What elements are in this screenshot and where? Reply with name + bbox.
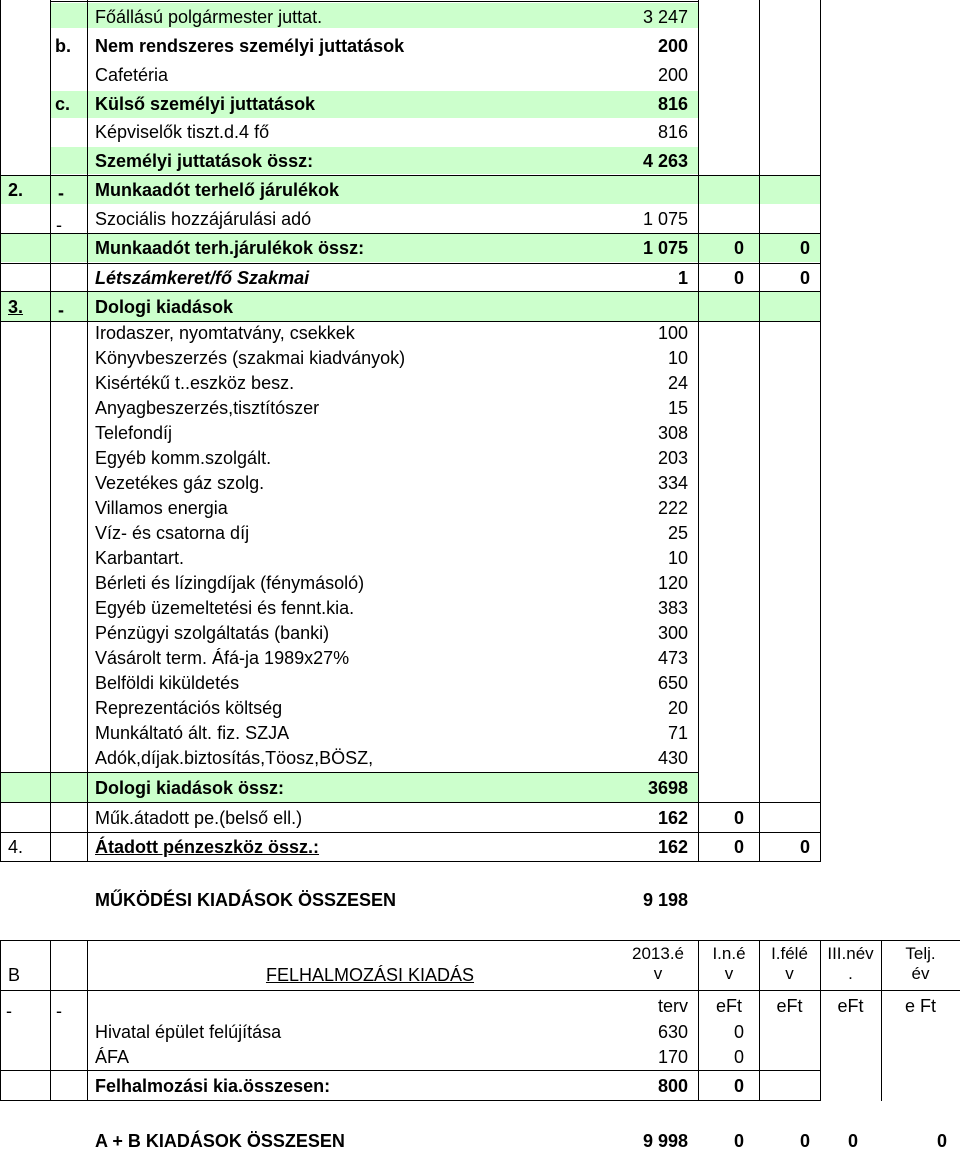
dash-marker: - bbox=[56, 215, 62, 235]
capex-value: 630 bbox=[657, 1022, 688, 1042]
item-value: 200 bbox=[657, 65, 688, 85]
grid-line bbox=[0, 940, 960, 941]
dash-marker: - bbox=[58, 183, 64, 203]
transfer-label: Műk.átadott pe.(belső ell.) bbox=[95, 808, 303, 828]
headcount-col3: 0 bbox=[799, 268, 810, 288]
dologi-total-label: Dologi kiadások össz: bbox=[95, 778, 285, 798]
dologi-label: Reprezentációs költség bbox=[95, 698, 283, 718]
grid-line bbox=[50, 940, 51, 1101]
unit-label: terv bbox=[657, 996, 688, 1016]
subtotal-value: 1 075 bbox=[642, 238, 688, 258]
capex-title: FELHALMOZÁSI KIADÁS bbox=[265, 965, 475, 985]
grid-line bbox=[698, 0, 699, 862]
item-label: Főállású polgármester juttat. bbox=[95, 7, 323, 27]
section-marker: b. bbox=[55, 36, 71, 56]
col-header-q3 bbox=[820, 944, 881, 984]
transfer-total-col2: 0 bbox=[733, 837, 744, 857]
dologi-value: 100 bbox=[657, 323, 688, 343]
col-header-h1 bbox=[759, 944, 820, 984]
dologi-label: Munkáltató ált. fiz. SZJA bbox=[95, 723, 290, 743]
headcount-label: Létszámkeret/fő Szakmai bbox=[95, 268, 310, 288]
col-header-line: Telj. bbox=[905, 944, 936, 963]
item-label: Külső személyi juttatások bbox=[95, 94, 316, 114]
operating-total-value: 9 198 bbox=[642, 890, 688, 910]
item-value: 816 bbox=[657, 94, 688, 114]
section-letter: B bbox=[8, 965, 21, 985]
item-label: Nem rendszeres személyi juttatások bbox=[95, 36, 405, 56]
subtotal-col3: 0 bbox=[799, 238, 810, 258]
grid-line bbox=[50, 0, 51, 862]
capex-total-col2: 0 bbox=[733, 1076, 744, 1096]
unit-label: eFt bbox=[837, 996, 864, 1016]
dologi-label: Belföldi kiküldetés bbox=[95, 673, 240, 693]
grid-line bbox=[87, 0, 88, 862]
subtotal-label: Személyi juttatások össz: bbox=[95, 151, 314, 171]
grand-total-col: 0 bbox=[936, 1131, 947, 1151]
dologi-label: Adók,díjak.biztosítás,Töosz,BÖSZ, bbox=[95, 748, 374, 768]
capex-label: ÁFA bbox=[95, 1047, 130, 1067]
dologi-label: Könyvbeszerzés (szakmai kiadványok) bbox=[95, 348, 406, 368]
capex-value: 170 bbox=[657, 1047, 688, 1067]
dologi-label: Anyagbeszerzés,tisztítószer bbox=[95, 398, 320, 418]
grid-line bbox=[87, 940, 88, 1101]
grid-line bbox=[820, 0, 821, 862]
dologi-label: Egyéb üzemeltetési és fennt.kia. bbox=[95, 598, 355, 618]
capex-col2: 0 bbox=[733, 1022, 744, 1042]
grid-line bbox=[0, 175, 820, 176]
item-value: 816 bbox=[657, 122, 688, 142]
section-marker: 2. bbox=[8, 180, 24, 200]
capex-total-value: 800 bbox=[657, 1076, 688, 1096]
dologi-value: 222 bbox=[657, 498, 688, 518]
dologi-value: 383 bbox=[657, 598, 688, 618]
section-marker: 4. bbox=[8, 837, 24, 857]
dologi-label: Villamos energia bbox=[95, 498, 228, 518]
grid-line bbox=[0, 233, 820, 234]
grid-line bbox=[0, 1070, 820, 1071]
dologi-value: 25 bbox=[667, 523, 688, 543]
dologi-label: Kisértékű t..eszköz besz. bbox=[95, 373, 295, 393]
item-label: Dologi kiadások bbox=[95, 297, 234, 317]
dologi-label: Vásárolt term. Áfá-ja 1989x27% bbox=[95, 648, 350, 668]
dologi-label: Irodaszer, nyomtatvány, csekkek bbox=[95, 323, 355, 343]
operating-total-label: MŰKÖDÉSI KIADÁSOK ÖSSZESEN bbox=[95, 890, 397, 910]
col-header-plan bbox=[618, 944, 698, 984]
grid-line bbox=[0, 291, 820, 292]
col-header-line: I.félé bbox=[771, 944, 808, 963]
dologi-value: 203 bbox=[657, 448, 688, 468]
col-header-line: I.n.é bbox=[712, 944, 746, 963]
headcount-col2: 0 bbox=[733, 268, 744, 288]
col-header-line: év bbox=[911, 964, 930, 983]
col-header-line: v bbox=[724, 964, 734, 983]
transfer-value: 162 bbox=[657, 808, 688, 828]
transfer-total-value: 162 bbox=[657, 837, 688, 857]
transfer-total-col3: 0 bbox=[799, 837, 810, 857]
grid-line bbox=[0, 832, 820, 833]
dash-marker: - bbox=[56, 1001, 62, 1021]
subtotal-value: 4 263 bbox=[642, 151, 688, 171]
item-label: Szociális hozzájárulási adó bbox=[95, 209, 312, 229]
unit-label: e Ft bbox=[904, 996, 936, 1016]
dologi-value: 473 bbox=[657, 648, 688, 668]
grid-line bbox=[759, 0, 760, 862]
grid-line bbox=[0, 1100, 820, 1101]
dologi-value: 10 bbox=[667, 348, 688, 368]
dologi-value: 430 bbox=[657, 748, 688, 768]
grand-total-col: 0 bbox=[733, 1131, 744, 1151]
subtotal-label: Munkaadót terh.járulékok össz: bbox=[95, 238, 365, 258]
col-header-line: v bbox=[653, 964, 663, 983]
item-value: 1 075 bbox=[642, 209, 688, 229]
grid-line bbox=[0, 940, 1, 1101]
capex-label: Hivatal épület felújítása bbox=[95, 1022, 282, 1042]
grand-total-value: 9 998 bbox=[642, 1131, 688, 1151]
headcount-value: 1 bbox=[677, 268, 688, 288]
unit-label: eFt bbox=[715, 996, 742, 1016]
dologi-total-value: 3698 bbox=[647, 778, 688, 798]
dologi-label: Telefondíj bbox=[95, 423, 173, 443]
grid-line bbox=[0, 263, 820, 264]
section-marker: 3. bbox=[8, 297, 24, 317]
dologi-value: 650 bbox=[657, 673, 688, 693]
grand-total-col: 0 bbox=[799, 1131, 810, 1151]
transfer-col2: 0 bbox=[733, 808, 744, 828]
grid-line bbox=[50, 1, 698, 2]
dologi-label: Egyéb komm.szolgált. bbox=[95, 448, 272, 468]
col-header-actual bbox=[881, 944, 960, 984]
dologi-label: Pénzügyi szolgáltatás (banki) bbox=[95, 623, 330, 643]
unit-label: eFt bbox=[776, 996, 803, 1016]
col-header-line: 2013.é bbox=[632, 944, 684, 963]
capex-col2: 0 bbox=[733, 1047, 744, 1067]
transfer-total-label: Átadott pénzeszköz össz.: bbox=[95, 837, 320, 857]
dologi-value: 71 bbox=[667, 723, 688, 743]
item-label: Képviselők tiszt.d.4 fő bbox=[95, 122, 270, 142]
item-label: Munkaadót terhelő járulékok bbox=[95, 180, 340, 200]
item-value: 200 bbox=[657, 36, 688, 56]
grid-line bbox=[0, 861, 820, 862]
dologi-value: 308 bbox=[657, 423, 688, 443]
dologi-value: 20 bbox=[667, 698, 688, 718]
dologi-value: 24 bbox=[667, 373, 688, 393]
capex-total-label: Felhalmozási kia.összesen: bbox=[95, 1076, 331, 1096]
dologi-value: 15 bbox=[667, 398, 688, 418]
dologi-value: 120 bbox=[657, 573, 688, 593]
item-value: 3 247 bbox=[642, 7, 688, 27]
section-marker: c. bbox=[55, 94, 71, 114]
grand-total-col: 0 bbox=[847, 1131, 858, 1151]
grid-line bbox=[0, 0, 1, 862]
grid-line bbox=[0, 772, 698, 773]
dologi-label: Karbantart. bbox=[95, 548, 185, 568]
dash-marker: - bbox=[58, 300, 64, 320]
col-header-q1 bbox=[699, 944, 759, 984]
subtotal-col2: 0 bbox=[733, 238, 744, 258]
dologi-value: 300 bbox=[657, 623, 688, 643]
dash-marker: - bbox=[6, 1001, 12, 1021]
item-label: Cafetéria bbox=[95, 65, 169, 85]
col-header-line: v bbox=[785, 964, 794, 983]
dologi-label: Bérleti és lízingdíjak (fénymásoló) bbox=[95, 573, 365, 593]
dologi-label: Vezetékes gáz szolg. bbox=[95, 473, 265, 493]
dologi-value: 334 bbox=[657, 473, 688, 493]
dologi-value: 10 bbox=[667, 548, 688, 568]
grand-total-label: A + B KIADÁSOK ÖSSZESEN bbox=[95, 1131, 345, 1151]
grid-line bbox=[0, 802, 820, 803]
dologi-label: Víz- és csatorna díj bbox=[95, 523, 250, 543]
col-header-line: . bbox=[848, 964, 853, 983]
col-header-line: III.név bbox=[827, 944, 874, 963]
grid-line bbox=[0, 990, 960, 991]
